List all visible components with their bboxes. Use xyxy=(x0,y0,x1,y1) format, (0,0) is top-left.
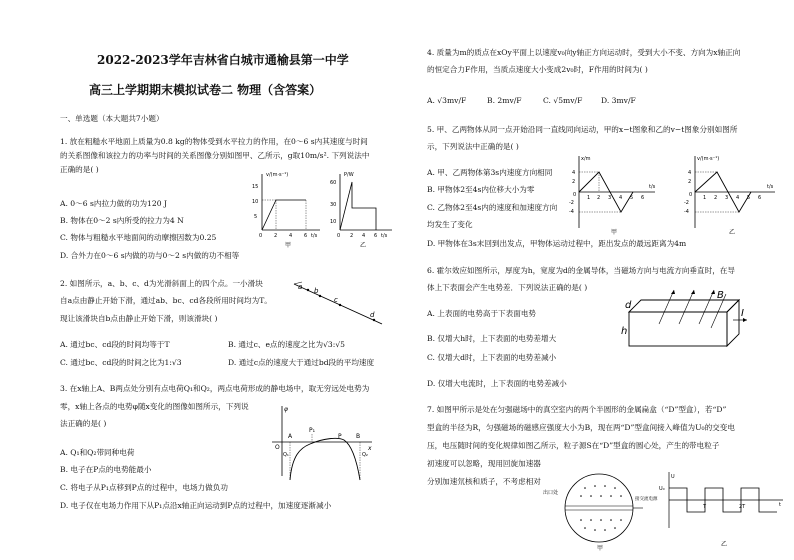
svg-text:0: 0 xyxy=(573,192,577,198)
svg-text:10: 10 xyxy=(330,219,337,225)
svg-text:0: 0 xyxy=(259,233,263,239)
svg-text:1: 1 xyxy=(587,195,591,201)
svg-text:T: T xyxy=(703,504,707,510)
q1-option-a[interactable]: A. 0～6 s内拉力做的功为120 J xyxy=(60,199,167,208)
svg-text:0: 0 xyxy=(337,233,341,239)
svg-text:乙: 乙 xyxy=(721,541,728,548)
q4-option-d[interactable]: D. 3mv/F xyxy=(601,96,636,105)
q2-option-a[interactable]: A. 通过bc、cd段的时间均等于T xyxy=(60,340,170,349)
q4-line1: 4. 质量为m的质点在xOy平面上以速度v₀向y轴正方向运动时，受到大小不变、方向为x轴正向 xyxy=(427,48,741,57)
svg-text:x: x xyxy=(368,445,372,452)
svg-text:4: 4 xyxy=(736,195,740,201)
svg-text:P₁: P₁ xyxy=(309,427,316,434)
q7-voltage-waveform xyxy=(659,470,787,550)
svg-text:-4: -4 xyxy=(684,209,689,215)
svg-text:出口处: 出口处 xyxy=(543,490,559,496)
q7-line3: 压，电压随时间的变化规律如图乙所示，粒子源S在“D”型盒的圆心处，产生的带电粒子 xyxy=(427,441,720,450)
q1-line1: 1. 放在粗糙水平地面上质量为0.8 kg的物体受到水平拉力的作用，在0～6 s内其速度与时间 xyxy=(60,137,368,146)
q6-option-c[interactable]: C. 仅增大d时，上下表面的电势差减小 xyxy=(427,353,557,362)
svg-text:c: c xyxy=(334,296,338,304)
q1-figure-power-graph xyxy=(326,168,396,249)
q4-option-a[interactable]: A. √3mv/F xyxy=(427,96,467,105)
q1-line3: 正确的是( ) xyxy=(60,165,99,174)
svg-text:15: 15 xyxy=(252,184,259,190)
q6-option-b[interactable]: B. 仅增大h时，上下表面的电势差增大 xyxy=(427,334,557,343)
q5-option-c-line2: 均发生了变化 xyxy=(427,220,473,229)
q5-line1: 5. 甲、乙两物体从同一点开始沿同一直线同向运动，甲的x−t图象和乙的v−t图象分别如图所 xyxy=(427,125,738,134)
q4-option-c[interactable]: C. √5mv/F xyxy=(543,96,583,105)
q6-option-d[interactable]: D. 仅增大电流时，上下表面的电势差减小 xyxy=(427,379,567,388)
q3-line2: 零，x轴上各点的电势φ随x变化的图像如图所示，下列说 xyxy=(60,402,249,411)
q7-line1: 7. 如图甲所示是处在匀强磁场中的真空室内的两个半圆形的金属扁盒（“D”型盒），若“D” xyxy=(427,405,727,414)
svg-text:4: 4 xyxy=(619,195,623,201)
svg-text:2: 2 xyxy=(572,179,576,185)
svg-text:-4: -4 xyxy=(569,209,574,215)
svg-text:5: 5 xyxy=(630,195,634,201)
svg-text:2: 2 xyxy=(274,233,278,239)
svg-text:乙: 乙 xyxy=(360,242,367,249)
svg-text:2T: 2T xyxy=(739,504,746,510)
svg-text:2: 2 xyxy=(688,179,692,185)
svg-text:60: 60 xyxy=(330,180,337,186)
svg-text:2: 2 xyxy=(597,195,601,201)
svg-text:4: 4 xyxy=(362,233,366,239)
q3-option-a[interactable]: A. Q₁和Q₂带同种电荷 xyxy=(60,448,135,457)
q3-option-b[interactable]: B. 电子在P点的电势能最小 xyxy=(60,465,152,474)
svg-text:0: 0 xyxy=(689,192,693,198)
q1a-caption: 甲 xyxy=(285,242,292,249)
svg-text:甲: 甲 xyxy=(597,545,604,552)
q1a-ylabel: v/(m·s⁻¹) xyxy=(266,172,289,178)
svg-text:6: 6 xyxy=(758,195,762,201)
svg-text:4: 4 xyxy=(289,233,293,239)
svg-text:5: 5 xyxy=(747,195,751,201)
q6-line1: 6. 霍尔效应如图所示，厚度为h，宽度为d的金属导体，当磁场方向与电流方向垂直时，在导 xyxy=(427,266,735,275)
svg-text:t/s: t/s xyxy=(649,184,656,190)
svg-text:6: 6 xyxy=(641,195,645,201)
q6-hall-conductor-figure xyxy=(619,284,749,354)
q5-line2: 示，下列说法中正确的是( ) xyxy=(427,142,519,151)
q2-line2: 自a点由静止开始下滑，通过ab、bc、cd各段所用时间均为T。 xyxy=(60,296,272,305)
svg-text:U₀: U₀ xyxy=(659,486,665,492)
svg-text:10: 10 xyxy=(252,199,259,205)
svg-text:-2: -2 xyxy=(569,200,574,206)
svg-text:3: 3 xyxy=(725,195,729,201)
q4-line2: 的恒定合力F作用，当质点速度大小变成2v₀时，F作用的时间为( ) xyxy=(427,65,648,74)
svg-text:d: d xyxy=(625,300,632,311)
q5-velocity-graph xyxy=(683,152,783,234)
svg-text:30: 30 xyxy=(330,202,337,208)
q5-option-b[interactable]: B. 甲物体2至4s内位移大小为零 xyxy=(427,185,535,194)
q3-potential-graph xyxy=(268,404,378,484)
svg-text:t: t xyxy=(779,502,781,508)
svg-text:t/s: t/s xyxy=(381,233,388,239)
q5-option-c-line1[interactable]: C. 乙物体2至4s内的速度和加速度方向 xyxy=(427,203,558,212)
svg-text:U: U xyxy=(671,474,675,480)
svg-text:3: 3 xyxy=(608,195,612,201)
q5-displacement-graph xyxy=(569,152,659,234)
q2-option-b[interactable]: B. 通过c、e点的速度之比为√3:√5 xyxy=(228,340,345,349)
svg-text:v/(m·s⁻¹): v/(m·s⁻¹) xyxy=(697,156,720,162)
svg-text:2: 2 xyxy=(350,233,354,239)
svg-text:φ: φ xyxy=(284,406,288,413)
svg-text:4: 4 xyxy=(572,170,576,176)
svg-text:B: B xyxy=(717,290,724,301)
svg-text:t/s: t/s xyxy=(311,233,318,239)
q5-option-d[interactable]: D. 甲物体在3s末回到出发点，甲物体运动过程中，距出发点的最远距离为4m xyxy=(427,239,687,248)
svg-text:乙: 乙 xyxy=(729,229,736,236)
svg-text:P/W: P/W xyxy=(344,172,354,178)
q4-option-b[interactable]: B. 2mv/F xyxy=(487,96,522,105)
svg-text:Q₁: Q₁ xyxy=(283,452,289,458)
q3-option-d[interactable]: D. 电子仅在电场力作用下从P₁点沿x轴正向运动到P点的过程中，加速度逐渐减小 xyxy=(60,501,332,510)
svg-text:5: 5 xyxy=(254,214,258,220)
q1-option-b[interactable]: B. 物体在0～2 s内所受的拉力为4 N xyxy=(60,216,184,225)
svg-text:h: h xyxy=(621,326,628,337)
q1-option-d[interactable]: D. 合外力在0～6 s内做的功与0～2 s内做的功不相等 xyxy=(60,251,240,260)
paper-title-line2: 高三上学期期末模拟试卷二 物理（含答案） xyxy=(89,83,322,97)
svg-text:x/m: x/m xyxy=(581,156,591,162)
q5-option-a[interactable]: A. 甲、乙两物体第3s内速度方向相同 xyxy=(427,168,553,177)
svg-text:6: 6 xyxy=(304,233,308,239)
svg-text:b: b xyxy=(314,287,319,295)
q7-line4: 初速度可以忽略，现用回旋加速器 xyxy=(427,459,541,468)
svg-text:B: B xyxy=(356,433,361,440)
q2-line1: 2. 如图所示，a、b、c、d为光滑斜面上的四个点。一小滑块 xyxy=(60,279,263,288)
paper-title-line1: 2022-2023学年吉林省白城市通榆县第一中学 xyxy=(97,53,349,67)
right-column xyxy=(397,0,794,560)
q1-option-c[interactable]: C. 物体与粗糙水平地面间的动摩擦因数为0.25 xyxy=(60,233,217,242)
svg-text:d: d xyxy=(370,311,375,319)
q2-option-c[interactable]: C. 通过bc、cd段的时间之比为1:√3 xyxy=(60,358,182,367)
q3-line3: 法正确的是( ) xyxy=(60,419,107,428)
svg-text:A: A xyxy=(288,433,293,440)
q3-line1: 3. 在x轴上A、B两点处分别有点电荷Q₁和Q₂，两点电荷形成的静电场中，取无穷远处电势为 xyxy=(60,384,370,393)
q2-option-d[interactable]: D. 通过c点的速度大于通过bd段的平均速度 xyxy=(228,358,375,367)
q2-incline-figure xyxy=(290,280,390,330)
q7-cyclotron-figure xyxy=(543,466,658,552)
svg-text:t/s: t/s xyxy=(767,184,774,190)
svg-text:-2: -2 xyxy=(684,200,689,206)
q3-option-c[interactable]: C. 将电子从P₁点移到P点的过程中，电场力做负功 xyxy=(60,483,228,492)
svg-text:Q₂: Q₂ xyxy=(362,452,368,458)
q2-line3: 现让该滑块自b点由静止开始下滑，则该滑块( ) xyxy=(60,314,218,323)
q6-line2: 体上下表面会产生电势差．下列说法正确的是( ) xyxy=(427,283,588,292)
q1-line2: 的关系图像和该拉力的功率与时间的关系图像分别如图甲、乙所示，g取10m/s². 下列说法中 xyxy=(60,151,370,160)
svg-text:I: I xyxy=(741,308,744,319)
q6-option-a[interactable]: A. 上表面的电势高于下表面电势 xyxy=(427,309,537,318)
q7-line2: 型盒的半径为R，匀强磁场的磁感应强度大小为B，现在两“D”型盒间接入峰值为U₀的交变电 xyxy=(427,423,735,432)
svg-text:a: a xyxy=(298,283,303,291)
q1-figure-velocity-graph xyxy=(248,168,328,249)
svg-text:P: P xyxy=(338,433,342,440)
svg-text:1: 1 xyxy=(703,195,707,201)
svg-text:甲: 甲 xyxy=(611,229,618,236)
svg-text:2: 2 xyxy=(714,195,718,201)
svg-text:O: O xyxy=(275,444,280,451)
svg-text:6: 6 xyxy=(374,233,378,239)
section-heading: 一、单选题（本大题共7小题） xyxy=(60,114,164,123)
svg-text:4: 4 xyxy=(688,170,692,176)
svg-text:接交流电源: 接交流电源 xyxy=(635,497,658,502)
q7-line5: 分别加速氘核和质子，不考虑相对 xyxy=(427,477,541,486)
